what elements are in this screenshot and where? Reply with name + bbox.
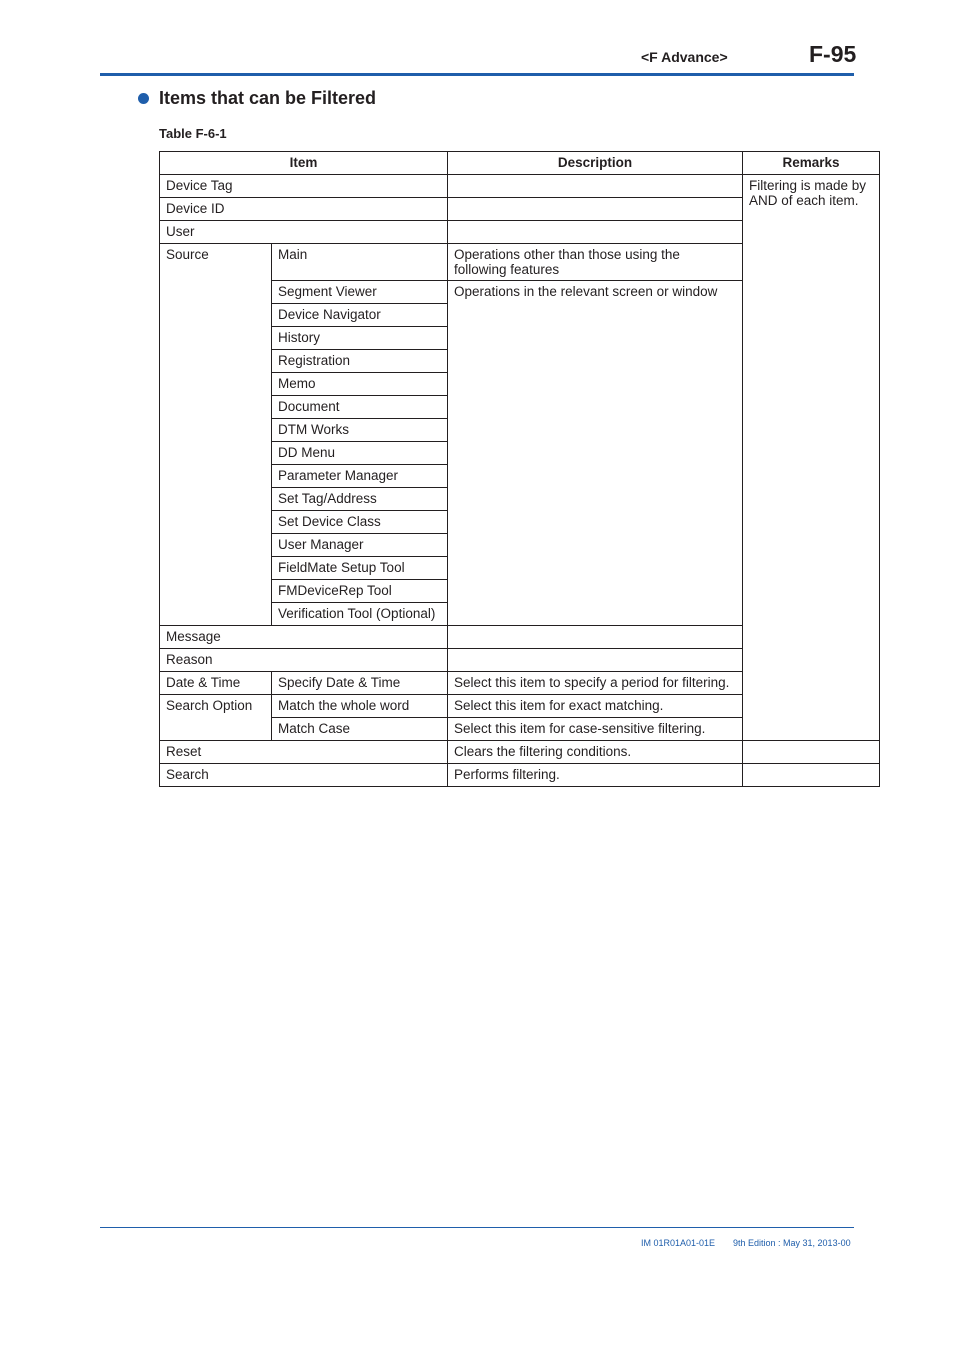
item-cell: Reason — [160, 649, 448, 672]
bullet-icon — [138, 93, 149, 104]
item-cell: Device Tag — [160, 175, 448, 198]
item-cell: User — [160, 221, 448, 244]
table-caption: Table F-6-1 — [159, 126, 227, 141]
section-title-text: Items that can be Filtered — [159, 88, 377, 108]
subitem-cell: DTM Works — [272, 419, 448, 442]
table-header-row — [160, 152, 880, 175]
item-cell: Source — [160, 244, 272, 626]
header-rule — [100, 73, 854, 76]
page-number: F-95 — [809, 41, 857, 67]
subitem-cell: FMDeviceRep Tool — [272, 580, 448, 603]
description-cell: Operations other than those using the following features — [448, 244, 743, 281]
subitem-cell: User Manager — [272, 534, 448, 557]
description-cell: Clears the filtering conditions. — [448, 741, 743, 764]
subitem-cell: Match Case — [272, 718, 448, 741]
subitem-cell: Segment Viewer — [272, 281, 448, 304]
remarks-cell: Filtering is made by AND of each item. — [743, 175, 880, 741]
subitem-cell: Document — [272, 396, 448, 419]
description-cell — [448, 626, 743, 649]
subitem-cell: Registration — [272, 350, 448, 373]
table-row — [160, 175, 880, 198]
section-title — [138, 88, 376, 109]
table-row — [160, 764, 880, 787]
description-cell — [448, 175, 743, 198]
description-cell: Select this item for exact matching. — [448, 695, 743, 718]
remarks-cell-empty — [743, 764, 880, 787]
subitem-cell: Parameter Manager — [272, 465, 448, 488]
subitem-cell: DD Menu — [272, 442, 448, 465]
description-cell: Select this item for case-sensitive filtering. — [448, 718, 743, 741]
subitem-cell: Specify Date & Time — [272, 672, 448, 695]
description-cell — [448, 198, 743, 221]
item-cell: Search Option — [160, 695, 272, 741]
col-header-item: Item — [160, 152, 448, 175]
col-header-description: Description — [448, 152, 743, 175]
item-cell: Search — [160, 764, 448, 787]
description-cell: Select this item to specify a period for filtering. — [448, 672, 743, 695]
subitem-cell: Set Tag/Address — [272, 488, 448, 511]
footer-edition: 9th Edition : May 31, 2013-00 — [733, 1238, 851, 1248]
item-cell: Device ID — [160, 198, 448, 221]
item-cell: Date & Time — [160, 672, 272, 695]
subitem-cell: History — [272, 327, 448, 350]
subitem-cell: Verification Tool (Optional) — [272, 603, 448, 626]
table-row — [160, 741, 880, 764]
footer-doc-id: IM 01R01A01-01E — [641, 1238, 716, 1248]
description-cell — [448, 221, 743, 244]
footer-rule — [100, 1227, 854, 1228]
item-cell: Message — [160, 626, 448, 649]
subitem-cell: Memo — [272, 373, 448, 396]
subitem-cell: Match the whole word — [272, 695, 448, 718]
subitem-cell: Device Navigator — [272, 304, 448, 327]
subitem-cell: Set Device Class — [272, 511, 448, 534]
item-cell: Reset — [160, 741, 448, 764]
filter-items-table — [159, 151, 880, 787]
description-cell: Performs filtering. — [448, 764, 743, 787]
subitem-cell: FieldMate Setup Tool — [272, 557, 448, 580]
header-section-label: <F Advance> — [641, 49, 728, 65]
subitem-cell: Main — [272, 244, 448, 281]
col-header-remarks: Remarks — [743, 152, 880, 175]
description-cell: Operations in the relevant screen or window — [448, 281, 743, 626]
remarks-cell-empty — [743, 741, 880, 764]
description-cell — [448, 649, 743, 672]
